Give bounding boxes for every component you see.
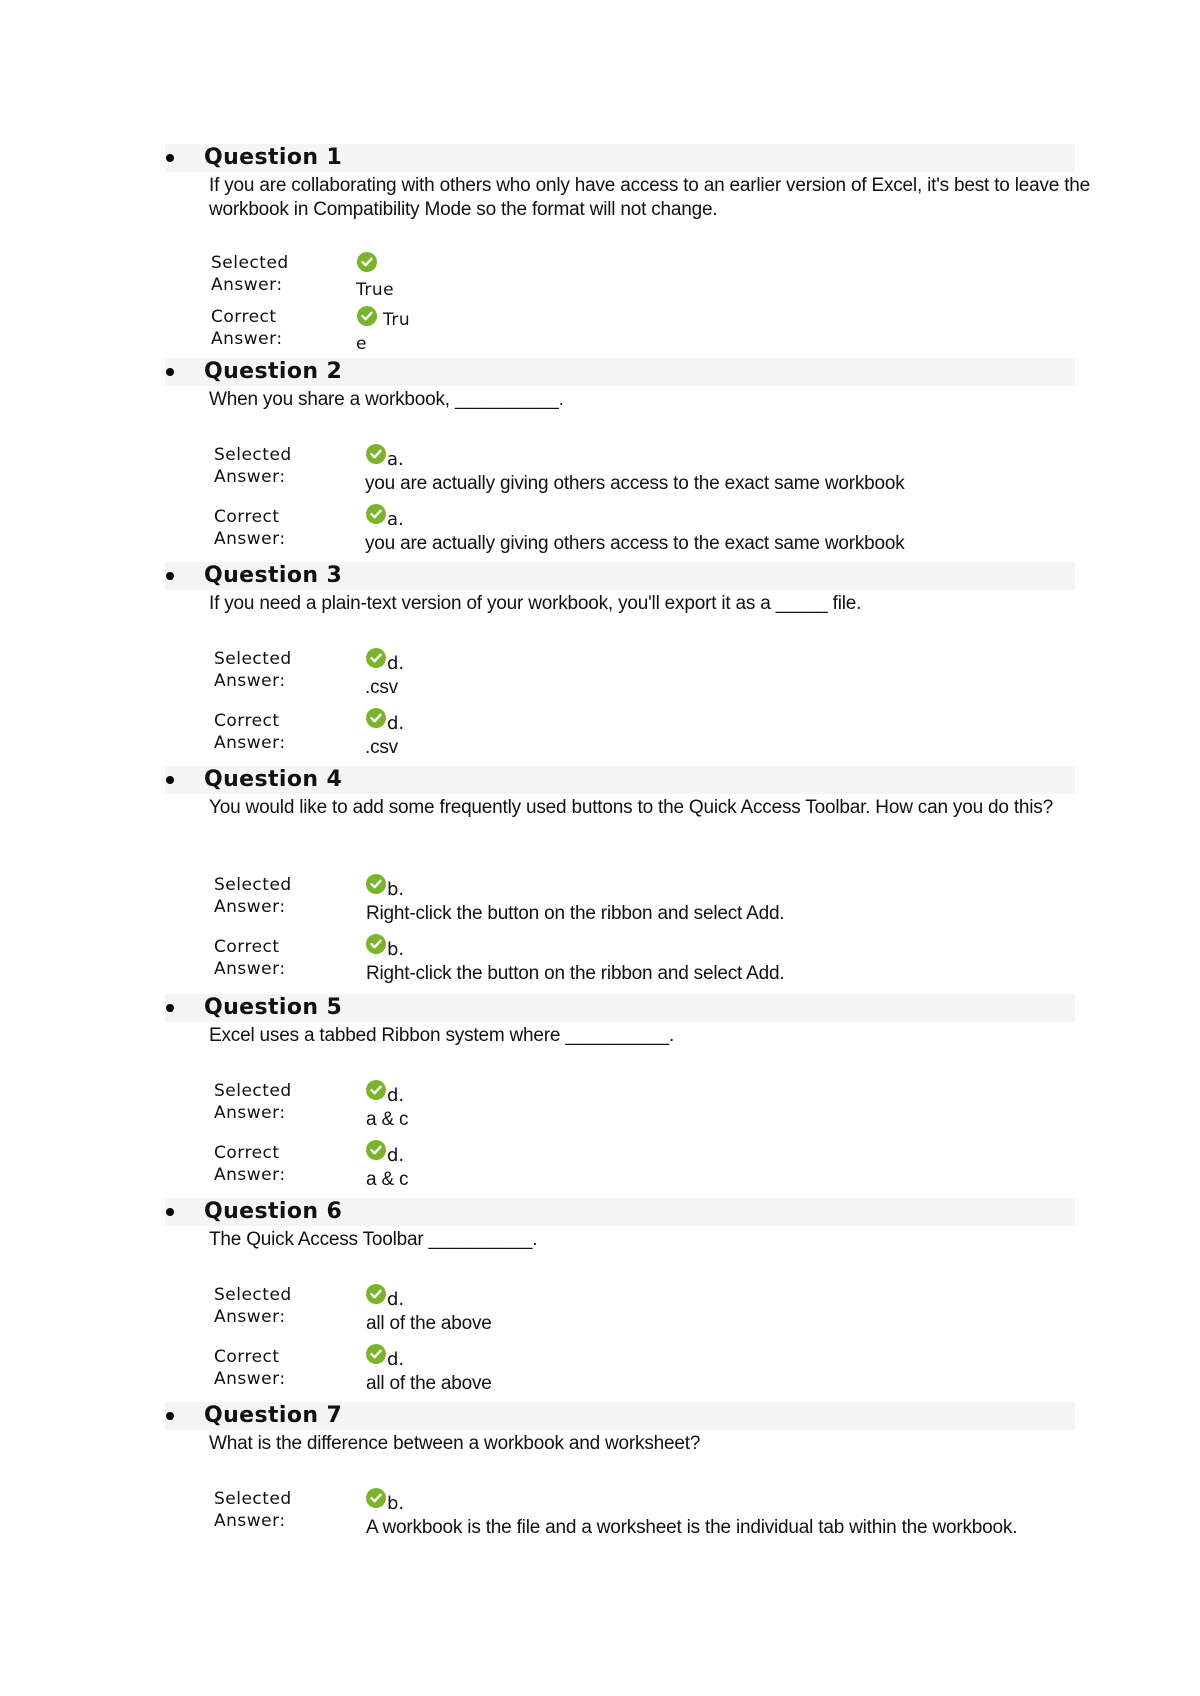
selected-answer-text: all of the above [366,1313,492,1334]
correct-answer-label: Correct Answer: [214,711,286,753]
correct-answer-label: Correct Answer: [211,307,283,349]
selected-answer-text: True [356,280,395,300]
check-circle-icon [366,1344,386,1364]
bullet-dot [166,1208,174,1216]
check-circle-icon [357,306,377,326]
correct-answer-letter: d. [387,1145,405,1166]
check-circle-icon [366,504,386,524]
bullet-dot [166,1412,174,1420]
correct-answer-text: you are actually giving others access to the exact same workbook [365,533,905,554]
selected-answer-text: Right-click the button on the ribbon and select Add. [366,903,785,924]
correct-answer-text-wrap: e [356,334,367,354]
correct-answer-text: Tru [383,310,411,330]
selected-answer-text: A workbook is the file and a worksheet is the individual tab within the workbook. [366,1517,1018,1538]
question-title: Question 4 [204,767,343,792]
selected-answer-label: Selected Answer: [214,1081,292,1123]
question-title: Question 1 [204,145,343,170]
selected-answer-letter: d. [387,1085,405,1106]
correct-answer-label: Correct Answer: [214,937,286,979]
correct-answer-label: Correct Answer: [214,1347,286,1389]
check-circle-icon [366,444,386,464]
question-title: Question 3 [204,563,343,588]
check-circle-icon [366,1488,386,1508]
check-circle-icon [366,648,386,668]
bullet-dot [166,1004,174,1012]
selected-answer-letter: a. [387,449,404,470]
correct-answer-letter: d. [387,713,405,734]
correct-answer-label: Correct Answer: [214,507,286,549]
bullet-dot [166,572,174,580]
correct-answer-text: a & c [366,1169,409,1190]
correct-answer-text: .csv [365,737,398,758]
selected-answer-text: you are actually giving others access to the exact same workbook [365,473,905,494]
question-text: What is the difference between a workbook and worksheet? [209,1433,701,1454]
correct-answer-label: Correct Answer: [214,1143,286,1185]
selected-answer-label: Selected Answer: [214,1489,292,1531]
check-circle-icon [366,1284,386,1304]
selected-answer-letter: d. [387,653,405,674]
bullet-dot [166,776,174,784]
question-title: Question 7 [204,1403,343,1428]
correct-answer-letter: b. [387,939,405,960]
selected-answer-label: Selected Answer: [214,1285,292,1327]
correct-answer-letter: a. [387,509,404,530]
correct-answer-text: Right-click the button on the ribbon and select Add. [366,963,785,984]
question-text: When you share a workbook, __________. [209,389,564,410]
question-title: Question 5 [204,995,343,1020]
selected-answer-label: Selected Answer: [214,875,292,917]
check-circle-icon [366,1140,386,1160]
question-text: Excel uses a tabbed Ribbon system where __________. [209,1025,675,1046]
question-title: Question 2 [204,359,343,384]
question-text: You would like to add some frequently used buttons to the Quick Access Toolbar. How can you do this? [209,797,1053,818]
selected-answer-label: Selected Answer: [214,445,292,487]
check-circle-icon [366,1080,386,1100]
question-text: The Quick Access Toolbar __________. [209,1229,538,1250]
selected-answer-label: Selected Answer: [211,253,289,295]
check-circle-icon [366,708,386,728]
selected-answer-label: Selected Answer: [214,649,292,691]
check-circle-icon [366,874,386,894]
question-text: If you need a plain-text version of your workbook, you'll export it as a _____ file. [209,593,862,614]
correct-answer-letter: d. [387,1349,405,1370]
question-text: If you are collaborating with others who only have access to an earlier version of Excel, it's best to leave the workbook in Compatibility Mode so the format will not change. [209,175,1091,220]
selected-answer-text: .csv [365,677,398,698]
correct-answer-text: all of the above [366,1373,492,1394]
selected-answer-letter: b. [387,879,405,900]
selected-answer-letter: d. [387,1289,405,1310]
bullet-dot [166,368,174,376]
question-title: Question 6 [204,1199,343,1224]
bullet-dot [166,154,174,162]
selected-answer-letter: b. [387,1493,405,1514]
selected-answer-text: a & c [366,1109,409,1130]
check-circle-icon [366,934,386,954]
check-circle-icon [357,252,377,272]
